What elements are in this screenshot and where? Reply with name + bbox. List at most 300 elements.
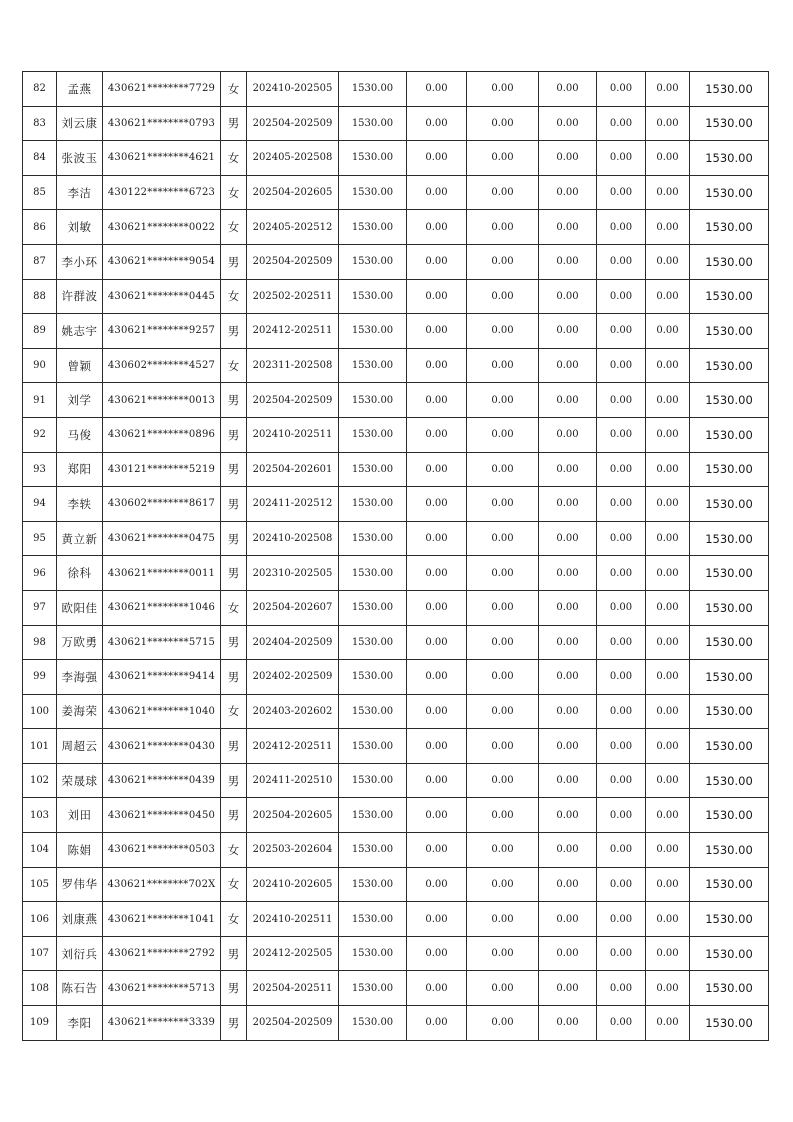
- value-cell-4: 0.00: [597, 314, 646, 349]
- value-cell-3: 0.00: [539, 625, 597, 660]
- table-row: [23, 141, 769, 176]
- value-cell-5: 0.00: [646, 141, 690, 176]
- total-cell: 1530.00: [690, 175, 769, 210]
- total-cell: 1530.00: [690, 660, 769, 695]
- id-number-cell: 430621********702X: [103, 867, 221, 902]
- period-cell: 202402-202509: [247, 660, 339, 695]
- value-cell-1: 0.00: [407, 106, 467, 141]
- row-number-cell: 88: [23, 279, 57, 314]
- id-number-cell: 430621********9257: [103, 314, 221, 349]
- id-number-cell: 430621********9414: [103, 660, 221, 695]
- value-cell-4: 0.00: [597, 763, 646, 798]
- table-row: [23, 971, 769, 1006]
- gender-cell: 女: [221, 590, 247, 625]
- gender-cell: 男: [221, 1006, 247, 1041]
- amount-cell: 1530.00: [339, 521, 407, 556]
- value-cell-4: 0.00: [597, 590, 646, 625]
- value-cell-3: 0.00: [539, 417, 597, 452]
- period-cell: 202504-202509: [247, 1006, 339, 1041]
- amount-cell: 1530.00: [339, 694, 407, 729]
- name-cell: 黄立新: [57, 521, 103, 556]
- value-cell-5: 0.00: [646, 452, 690, 487]
- id-number-cell: 430621********0011: [103, 556, 221, 591]
- row-number-cell: 105: [23, 867, 57, 902]
- table-row: [23, 72, 769, 107]
- value-cell-5: 0.00: [646, 867, 690, 902]
- row-number-cell: 82: [23, 72, 57, 107]
- table-row: [23, 556, 769, 591]
- gender-cell: 男: [221, 487, 247, 522]
- value-cell-2: 0.00: [467, 833, 539, 868]
- period-cell: 202311-202508: [247, 348, 339, 383]
- value-cell-4: 0.00: [597, 660, 646, 695]
- total-cell: 1530.00: [690, 383, 769, 418]
- value-cell-1: 0.00: [407, 487, 467, 522]
- amount-cell: 1530.00: [339, 798, 407, 833]
- value-cell-3: 0.00: [539, 556, 597, 591]
- value-cell-2: 0.00: [467, 487, 539, 522]
- id-number-cell: 430621********1041: [103, 902, 221, 937]
- value-cell-3: 0.00: [539, 729, 597, 764]
- value-cell-3: 0.00: [539, 660, 597, 695]
- name-cell: 刘康燕: [57, 902, 103, 937]
- value-cell-3: 0.00: [539, 694, 597, 729]
- value-cell-4: 0.00: [597, 175, 646, 210]
- amount-cell: 1530.00: [339, 729, 407, 764]
- value-cell-4: 0.00: [597, 417, 646, 452]
- value-cell-4: 0.00: [597, 521, 646, 556]
- row-number-cell: 103: [23, 798, 57, 833]
- row-number-cell: 109: [23, 1006, 57, 1041]
- total-cell: 1530.00: [690, 729, 769, 764]
- amount-cell: 1530.00: [339, 210, 407, 245]
- total-cell: 1530.00: [690, 763, 769, 798]
- amount-cell: 1530.00: [339, 175, 407, 210]
- table-body: [23, 72, 769, 1041]
- row-number-cell: 85: [23, 175, 57, 210]
- name-cell: 李海强: [57, 660, 103, 695]
- period-cell: 202412-202511: [247, 314, 339, 349]
- value-cell-5: 0.00: [646, 902, 690, 937]
- value-cell-3: 0.00: [539, 867, 597, 902]
- gender-cell: 男: [221, 763, 247, 798]
- total-cell: 1530.00: [690, 590, 769, 625]
- value-cell-2: 0.00: [467, 348, 539, 383]
- gender-cell: 女: [221, 210, 247, 245]
- value-cell-1: 0.00: [407, 798, 467, 833]
- value-cell-2: 0.00: [467, 1006, 539, 1041]
- value-cell-5: 0.00: [646, 556, 690, 591]
- value-cell-3: 0.00: [539, 1006, 597, 1041]
- row-number-cell: 101: [23, 729, 57, 764]
- gender-cell: 男: [221, 244, 247, 279]
- value-cell-5: 0.00: [646, 694, 690, 729]
- name-cell: 刘衍兵: [57, 936, 103, 971]
- value-cell-3: 0.00: [539, 487, 597, 522]
- name-cell: 万欧勇: [57, 625, 103, 660]
- id-number-cell: 430621********4621: [103, 141, 221, 176]
- amount-cell: 1530.00: [339, 902, 407, 937]
- value-cell-4: 0.00: [597, 936, 646, 971]
- row-number-cell: 97: [23, 590, 57, 625]
- value-cell-4: 0.00: [597, 210, 646, 245]
- row-number-cell: 94: [23, 487, 57, 522]
- gender-cell: 女: [221, 348, 247, 383]
- gender-cell: 男: [221, 556, 247, 591]
- period-cell: 202504-202509: [247, 244, 339, 279]
- value-cell-2: 0.00: [467, 417, 539, 452]
- value-cell-3: 0.00: [539, 971, 597, 1006]
- period-cell: 202504-202601: [247, 452, 339, 487]
- name-cell: 张波玉: [57, 141, 103, 176]
- gender-cell: 女: [221, 175, 247, 210]
- value-cell-5: 0.00: [646, 521, 690, 556]
- period-cell: 202411-202512: [247, 487, 339, 522]
- value-cell-1: 0.00: [407, 244, 467, 279]
- total-cell: 1530.00: [690, 72, 769, 107]
- value-cell-2: 0.00: [467, 210, 539, 245]
- total-cell: 1530.00: [690, 521, 769, 556]
- gender-cell: 男: [221, 452, 247, 487]
- period-cell: 202502-202511: [247, 279, 339, 314]
- value-cell-3: 0.00: [539, 72, 597, 107]
- value-cell-4: 0.00: [597, 141, 646, 176]
- name-cell: 姚志宇: [57, 314, 103, 349]
- period-cell: 202410-202511: [247, 417, 339, 452]
- row-number-cell: 104: [23, 833, 57, 868]
- amount-cell: 1530.00: [339, 867, 407, 902]
- total-cell: 1530.00: [690, 106, 769, 141]
- row-number-cell: 99: [23, 660, 57, 695]
- name-cell: 马俊: [57, 417, 103, 452]
- table-row: [23, 763, 769, 798]
- value-cell-2: 0.00: [467, 556, 539, 591]
- total-cell: 1530.00: [690, 867, 769, 902]
- row-number-cell: 96: [23, 556, 57, 591]
- row-number-cell: 108: [23, 971, 57, 1006]
- value-cell-2: 0.00: [467, 729, 539, 764]
- row-number-cell: 92: [23, 417, 57, 452]
- name-cell: 刘学: [57, 383, 103, 418]
- value-cell-5: 0.00: [646, 487, 690, 522]
- amount-cell: 1530.00: [339, 452, 407, 487]
- row-number-cell: 93: [23, 452, 57, 487]
- gender-cell: 女: [221, 902, 247, 937]
- period-cell: 202410-202511: [247, 902, 339, 937]
- value-cell-4: 0.00: [597, 487, 646, 522]
- name-cell: 刘田: [57, 798, 103, 833]
- name-cell: 周超云: [57, 729, 103, 764]
- gender-cell: 男: [221, 417, 247, 452]
- name-cell: 徐科: [57, 556, 103, 591]
- value-cell-3: 0.00: [539, 210, 597, 245]
- total-cell: 1530.00: [690, 452, 769, 487]
- value-cell-2: 0.00: [467, 902, 539, 937]
- total-cell: 1530.00: [690, 244, 769, 279]
- name-cell: 姜海荣: [57, 694, 103, 729]
- value-cell-3: 0.00: [539, 763, 597, 798]
- table-row: [23, 590, 769, 625]
- value-cell-3: 0.00: [539, 314, 597, 349]
- total-cell: 1530.00: [690, 141, 769, 176]
- amount-cell: 1530.00: [339, 348, 407, 383]
- table-row: [23, 521, 769, 556]
- period-cell: 202504-202509: [247, 383, 339, 418]
- value-cell-2: 0.00: [467, 625, 539, 660]
- value-cell-2: 0.00: [467, 106, 539, 141]
- value-cell-3: 0.00: [539, 798, 597, 833]
- total-cell: 1530.00: [690, 798, 769, 833]
- period-cell: 202405-202508: [247, 141, 339, 176]
- value-cell-3: 0.00: [539, 141, 597, 176]
- value-cell-1: 0.00: [407, 867, 467, 902]
- gender-cell: 男: [221, 971, 247, 1006]
- value-cell-1: 0.00: [407, 383, 467, 418]
- value-cell-5: 0.00: [646, 106, 690, 141]
- value-cell-3: 0.00: [539, 279, 597, 314]
- table-row: [23, 1006, 769, 1041]
- table-row: [23, 487, 769, 522]
- amount-cell: 1530.00: [339, 314, 407, 349]
- name-cell: 李阳: [57, 1006, 103, 1041]
- row-number-cell: 86: [23, 210, 57, 245]
- value-cell-5: 0.00: [646, 660, 690, 695]
- value-cell-2: 0.00: [467, 971, 539, 1006]
- id-number-cell: 430621********0503: [103, 833, 221, 868]
- value-cell-1: 0.00: [407, 902, 467, 937]
- table-row: [23, 798, 769, 833]
- total-cell: 1530.00: [690, 833, 769, 868]
- value-cell-2: 0.00: [467, 521, 539, 556]
- value-cell-5: 0.00: [646, 1006, 690, 1041]
- value-cell-2: 0.00: [467, 936, 539, 971]
- total-cell: 1530.00: [690, 694, 769, 729]
- value-cell-1: 0.00: [407, 660, 467, 695]
- total-cell: 1530.00: [690, 314, 769, 349]
- table-row: [23, 175, 769, 210]
- period-cell: 202503-202604: [247, 833, 339, 868]
- period-cell: 202410-202505: [247, 72, 339, 107]
- period-cell: 202410-202605: [247, 867, 339, 902]
- name-cell: 刘云康: [57, 106, 103, 141]
- value-cell-5: 0.00: [646, 72, 690, 107]
- value-cell-3: 0.00: [539, 936, 597, 971]
- amount-cell: 1530.00: [339, 590, 407, 625]
- id-number-cell: 430621********0430: [103, 729, 221, 764]
- value-cell-2: 0.00: [467, 590, 539, 625]
- value-cell-2: 0.00: [467, 244, 539, 279]
- value-cell-2: 0.00: [467, 660, 539, 695]
- value-cell-3: 0.00: [539, 383, 597, 418]
- value-cell-4: 0.00: [597, 556, 646, 591]
- value-cell-5: 0.00: [646, 971, 690, 1006]
- value-cell-5: 0.00: [646, 210, 690, 245]
- name-cell: 陈石告: [57, 971, 103, 1006]
- value-cell-2: 0.00: [467, 314, 539, 349]
- total-cell: 1530.00: [690, 936, 769, 971]
- amount-cell: 1530.00: [339, 1006, 407, 1041]
- value-cell-4: 0.00: [597, 798, 646, 833]
- table-row: [23, 902, 769, 937]
- value-cell-2: 0.00: [467, 141, 539, 176]
- row-number-cell: 89: [23, 314, 57, 349]
- value-cell-5: 0.00: [646, 383, 690, 418]
- total-cell: 1530.00: [690, 902, 769, 937]
- amount-cell: 1530.00: [339, 833, 407, 868]
- value-cell-4: 0.00: [597, 383, 646, 418]
- amount-cell: 1530.00: [339, 417, 407, 452]
- value-cell-1: 0.00: [407, 521, 467, 556]
- value-cell-5: 0.00: [646, 729, 690, 764]
- value-cell-5: 0.00: [646, 244, 690, 279]
- value-cell-5: 0.00: [646, 833, 690, 868]
- total-cell: 1530.00: [690, 210, 769, 245]
- value-cell-4: 0.00: [597, 867, 646, 902]
- value-cell-3: 0.00: [539, 521, 597, 556]
- value-cell-4: 0.00: [597, 694, 646, 729]
- total-cell: 1530.00: [690, 279, 769, 314]
- id-number-cell: 430121********5219: [103, 452, 221, 487]
- id-number-cell: 430602********4527: [103, 348, 221, 383]
- id-number-cell: 430621********7729: [103, 72, 221, 107]
- name-cell: 李小环: [57, 244, 103, 279]
- table-row: [23, 625, 769, 660]
- value-cell-1: 0.00: [407, 348, 467, 383]
- amount-cell: 1530.00: [339, 106, 407, 141]
- amount-cell: 1530.00: [339, 244, 407, 279]
- period-cell: 202504-202511: [247, 971, 339, 1006]
- name-cell: 李洁: [57, 175, 103, 210]
- value-cell-2: 0.00: [467, 383, 539, 418]
- id-number-cell: 430621********2792: [103, 936, 221, 971]
- value-cell-2: 0.00: [467, 72, 539, 107]
- gender-cell: 男: [221, 729, 247, 764]
- total-cell: 1530.00: [690, 971, 769, 1006]
- value-cell-1: 0.00: [407, 452, 467, 487]
- total-cell: 1530.00: [690, 556, 769, 591]
- period-cell: 202504-202509: [247, 106, 339, 141]
- id-number-cell: 430621********0022: [103, 210, 221, 245]
- value-cell-3: 0.00: [539, 833, 597, 868]
- period-cell: 202411-202510: [247, 763, 339, 798]
- value-cell-2: 0.00: [467, 279, 539, 314]
- gender-cell: 女: [221, 72, 247, 107]
- value-cell-1: 0.00: [407, 314, 467, 349]
- row-number-cell: 87: [23, 244, 57, 279]
- value-cell-1: 0.00: [407, 141, 467, 176]
- value-cell-2: 0.00: [467, 763, 539, 798]
- total-cell: 1530.00: [690, 487, 769, 522]
- table-row: [23, 279, 769, 314]
- id-number-cell: 430122********6723: [103, 175, 221, 210]
- value-cell-1: 0.00: [407, 556, 467, 591]
- id-number-cell: 430621********0013: [103, 383, 221, 418]
- value-cell-1: 0.00: [407, 936, 467, 971]
- value-cell-4: 0.00: [597, 348, 646, 383]
- period-cell: 202403-202602: [247, 694, 339, 729]
- value-cell-3: 0.00: [539, 175, 597, 210]
- total-cell: 1530.00: [690, 417, 769, 452]
- value-cell-5: 0.00: [646, 590, 690, 625]
- value-cell-2: 0.00: [467, 867, 539, 902]
- id-number-cell: 430621********5715: [103, 625, 221, 660]
- table-row: [23, 314, 769, 349]
- table-row: [23, 244, 769, 279]
- id-number-cell: 430621********0896: [103, 417, 221, 452]
- value-cell-1: 0.00: [407, 694, 467, 729]
- value-cell-1: 0.00: [407, 590, 467, 625]
- value-cell-5: 0.00: [646, 417, 690, 452]
- row-number-cell: 84: [23, 141, 57, 176]
- table-row: [23, 660, 769, 695]
- amount-cell: 1530.00: [339, 487, 407, 522]
- value-cell-2: 0.00: [467, 175, 539, 210]
- table-row: [23, 833, 769, 868]
- value-cell-3: 0.00: [539, 106, 597, 141]
- gender-cell: 女: [221, 141, 247, 176]
- gender-cell: 男: [221, 383, 247, 418]
- table-row: [23, 867, 769, 902]
- value-cell-1: 0.00: [407, 175, 467, 210]
- period-cell: 202410-202508: [247, 521, 339, 556]
- row-number-cell: 100: [23, 694, 57, 729]
- value-cell-4: 0.00: [597, 625, 646, 660]
- row-number-cell: 106: [23, 902, 57, 937]
- id-number-cell: 430621********3339: [103, 1006, 221, 1041]
- total-cell: 1530.00: [690, 348, 769, 383]
- value-cell-3: 0.00: [539, 452, 597, 487]
- value-cell-1: 0.00: [407, 1006, 467, 1041]
- row-number-cell: 102: [23, 763, 57, 798]
- name-cell: 荣晟球: [57, 763, 103, 798]
- value-cell-4: 0.00: [597, 729, 646, 764]
- id-number-cell: 430621********5713: [103, 971, 221, 1006]
- subsidy-table: [22, 71, 769, 1041]
- amount-cell: 1530.00: [339, 383, 407, 418]
- gender-cell: 男: [221, 314, 247, 349]
- value-cell-5: 0.00: [646, 279, 690, 314]
- table-row: [23, 729, 769, 764]
- period-cell: 202405-202512: [247, 210, 339, 245]
- amount-cell: 1530.00: [339, 660, 407, 695]
- id-number-cell: 430602********8617: [103, 487, 221, 522]
- amount-cell: 1530.00: [339, 936, 407, 971]
- table-row: [23, 210, 769, 245]
- gender-cell: 男: [221, 625, 247, 660]
- value-cell-5: 0.00: [646, 314, 690, 349]
- value-cell-1: 0.00: [407, 729, 467, 764]
- table-row: [23, 348, 769, 383]
- value-cell-5: 0.00: [646, 763, 690, 798]
- value-cell-4: 0.00: [597, 72, 646, 107]
- period-cell: 202504-202607: [247, 590, 339, 625]
- amount-cell: 1530.00: [339, 625, 407, 660]
- gender-cell: 男: [221, 521, 247, 556]
- value-cell-1: 0.00: [407, 763, 467, 798]
- value-cell-1: 0.00: [407, 417, 467, 452]
- gender-cell: 男: [221, 936, 247, 971]
- value-cell-1: 0.00: [407, 72, 467, 107]
- amount-cell: 1530.00: [339, 971, 407, 1006]
- row-number-cell: 83: [23, 106, 57, 141]
- table-row: [23, 452, 769, 487]
- value-cell-5: 0.00: [646, 936, 690, 971]
- value-cell-1: 0.00: [407, 279, 467, 314]
- id-number-cell: 430621********0793: [103, 106, 221, 141]
- value-cell-1: 0.00: [407, 625, 467, 660]
- gender-cell: 男: [221, 798, 247, 833]
- value-cell-4: 0.00: [597, 902, 646, 937]
